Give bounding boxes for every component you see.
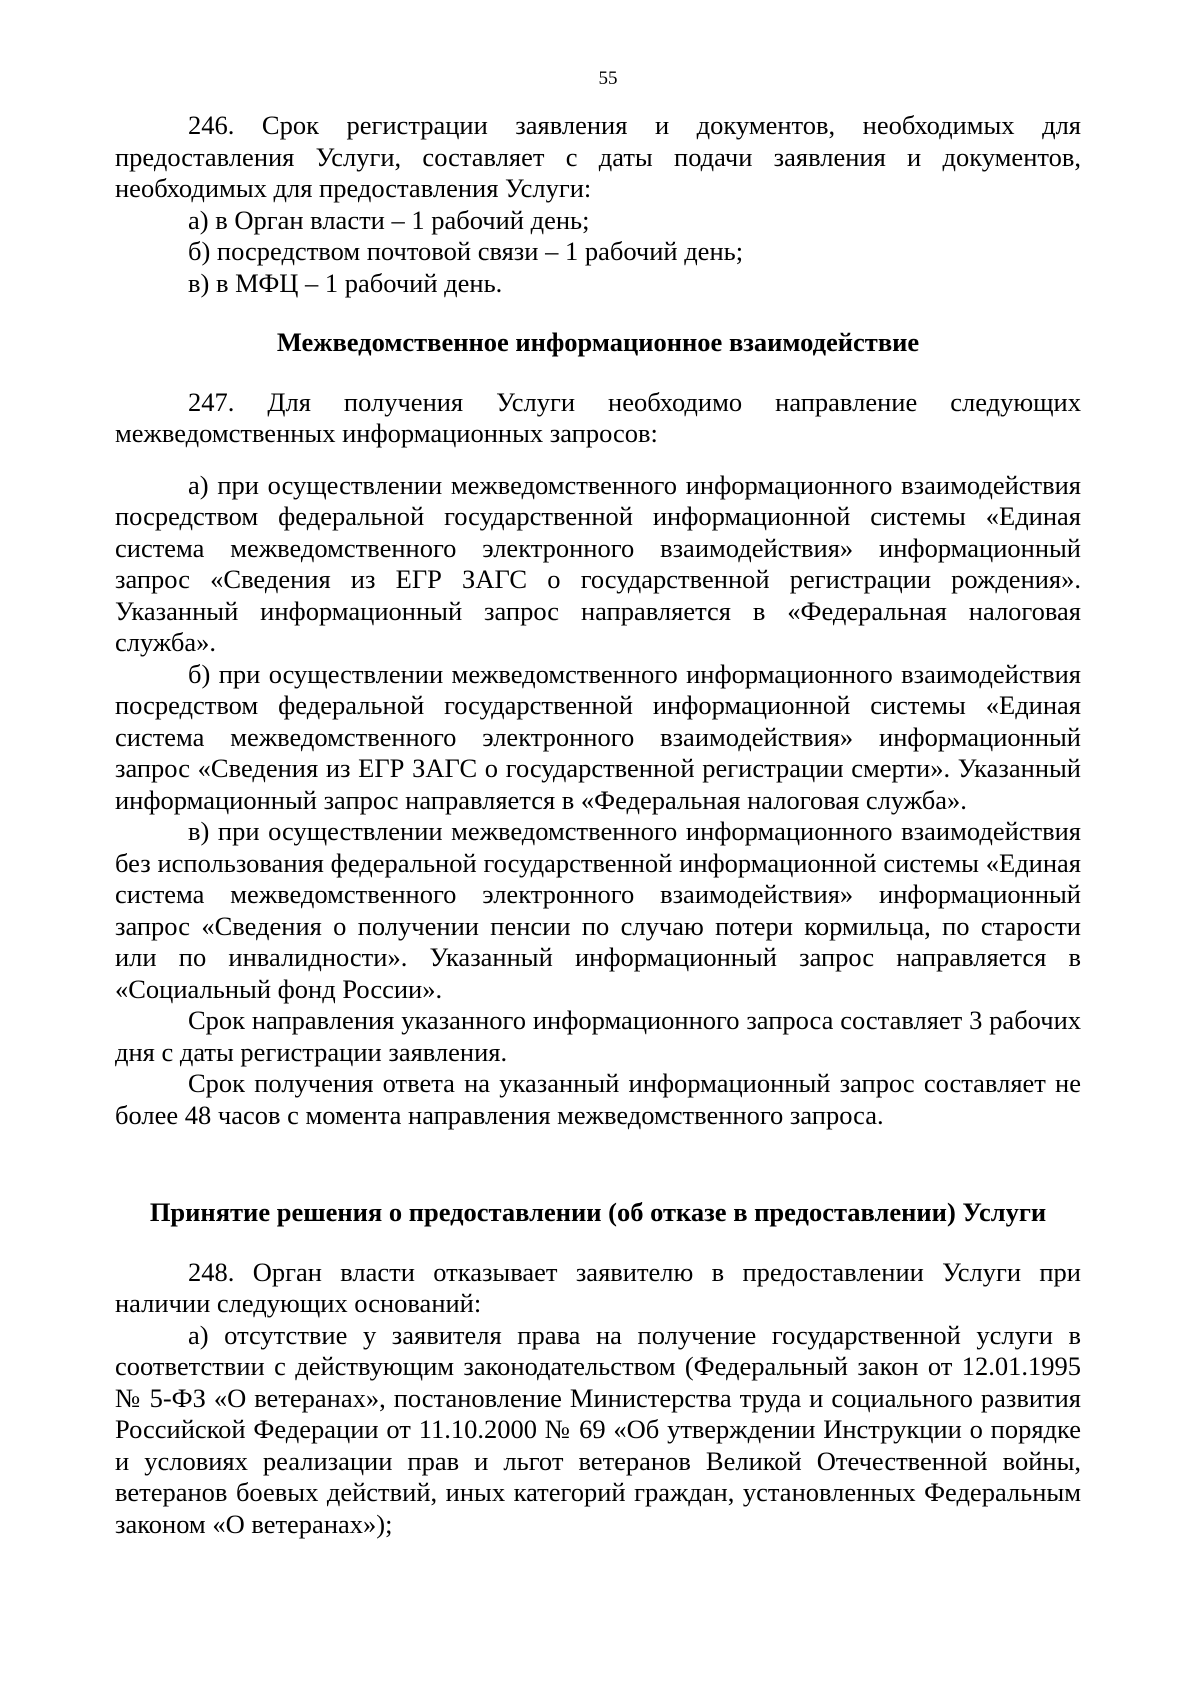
paragraph-247-term-send: Срок направления указанного информационного запроса составляет 3 рабочих дня с даты регистрации заявления. — [115, 1005, 1081, 1067]
list-item-246-c: в) в МФЦ – 1 рабочий день. — [188, 267, 503, 298]
list-item-248-a: а) отсутствие у заявителя права на получение государственной услуги в соответствии с действующим законодательством (Федеральный закон от 12.01.1995 № 5-ФЗ «О ветеранах», постановление Министерства труда и социального развития Российской Федерации от 11.10.2000 № 69 «Об утверждении Инструкции о порядке и условиях реализации прав и льгот ветеранов Великой Отечественной войны, ветеранов боевых действий, иных категорий граждан, установленных Федеральным законом «О ветеранах»); — [115, 1319, 1081, 1539]
section-heading-decision: Принятие решения о предоставлении (об отказе в предоставлении) Услуги — [149, 1197, 1047, 1227]
list-item-246-b: б) посредством почтовой связи – 1 рабочий день; — [188, 236, 744, 266]
section-heading-interagency: Межведомственное информационное взаимодействие — [276, 327, 920, 357]
document-page — [115, 68, 1081, 1540]
paragraph-246-intro: 246. Срок регистрации заявления и документов, необходимых для предоставления Услуги, составляет с даты подачи заявления и документов, необходимых для предоставления Услуги: — [115, 110, 1081, 203]
paragraph-247-term-response: Срок получения ответа на указанный информационный запрос составляет не более 48 часов с момента направления межведомственного запроса. — [115, 1068, 1081, 1130]
paragraph-248-intro: 248. Орган власти отказывает заявителю в предоставлении Услуги при наличии следующих оснований: — [115, 1256, 1081, 1318]
list-item-247-b: б) при осуществлении межведомственного информационного взаимодействия посредством федеральной государственной информационной системы «Единая система межведомственного электронного взаимодействия» информационный запрос «Сведения из ЕГР ЗАГС о государственной регистрации смерти». Указанный информационный запрос направляется в «Федеральная налоговая служба». — [115, 658, 1081, 815]
page-number: 55 — [598, 68, 618, 89]
list-item-247-c: в) при осуществлении межведомственного информационного взаимодействия без использования федеральной государственной информационной системы «Единая система межведомственного электронного взаимодействия» информационный запрос «Сведения о получении пенсии по случаю потери кормильца, по старости или по инвалидности». Указанный информационный запрос направляется в «Социальный фонд России». — [115, 816, 1081, 1004]
list-item-246-a: а) в Орган власти – 1 рабочий день; — [188, 204, 590, 235]
paragraph-247-intro: 247. Для получения Услуги необходимо направление следующих межведомственных информационных запросов: — [115, 386, 1081, 448]
list-item-247-a: а) при осуществлении межведомственного информационного взаимодействия посредством федеральной государственной информационной системы «Единая система межведомственного электронного взаимодействия» информационный запрос «Сведения из ЕГР ЗАГС о государственной регистрации рождения». Указанный информационный запрос направляется в «Федеральная налоговая служба». — [115, 469, 1081, 657]
